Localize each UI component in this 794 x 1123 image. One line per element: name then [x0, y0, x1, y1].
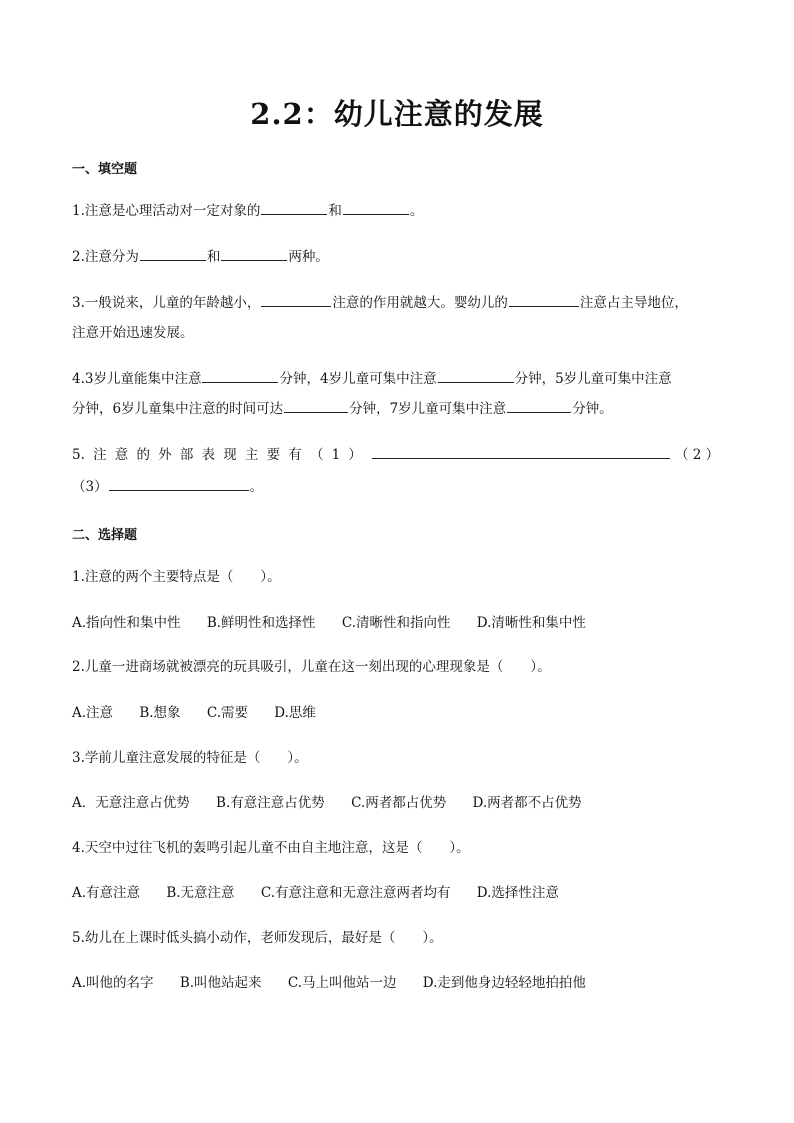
question-text: （3） [72, 479, 108, 495]
answer-blank[interactable] [284, 398, 348, 413]
question-text: 分钟。 [572, 401, 613, 417]
option-d[interactable]: D.思维 [274, 705, 316, 721]
answer-blank[interactable] [261, 200, 327, 215]
question-text: 。 [249, 479, 264, 495]
option-d[interactable]: D.两者都不占优势 [472, 795, 582, 811]
answer-blank[interactable] [261, 292, 331, 307]
question-text: 分钟，6岁儿童集中注意的时间可达 [72, 401, 284, 417]
answer-blank[interactable] [438, 368, 514, 383]
question-char: 要 [266, 447, 281, 463]
question-text: 注意占主导地位， [579, 295, 688, 311]
fill-question-5-line-2 [72, 472, 724, 502]
question-char: 意 [114, 447, 129, 463]
section-heading-fill-blank: 一、填空题 [72, 162, 138, 177]
question-char: 有 [288, 447, 302, 463]
question-text: 注意的作用就越大。婴幼儿的 [332, 295, 508, 311]
option-b[interactable]: B.想象 [139, 705, 181, 721]
option-a[interactable]: A．无意注意占优势 [72, 795, 190, 811]
option-c[interactable]: C.清晰性和指向性 [341, 615, 451, 631]
option-b[interactable]: B.鲜明性和选择性 [206, 615, 316, 631]
question-char: 现 [223, 447, 237, 463]
choice-question-2-stem: 2.儿童一进商场就被漂亮的玩具吸引，儿童在这一刻出现的心理现象是（ ）。 [72, 659, 551, 675]
question-text: 2.注意分为 [72, 249, 139, 265]
question-text: 注意开始迅速发展。 [72, 325, 194, 341]
choice-question-2-options [72, 698, 724, 728]
option-b[interactable]: B.无意注意 [166, 885, 235, 901]
question-char: （ [309, 447, 324, 463]
question-text: 1.注意是心理活动对一定对象的 [72, 203, 261, 219]
option-b[interactable]: B.叫他站起来 [179, 975, 262, 991]
question-5-spaced-text [72, 440, 362, 470]
option-d[interactable]: D.走到他身边轻轻地拍拍他 [422, 975, 586, 991]
question-char: 主 [244, 447, 259, 463]
fill-question-4-line-1 [72, 364, 724, 394]
question-text: 。 [409, 203, 424, 219]
fill-question-2 [72, 242, 724, 272]
question-char: 外 [158, 447, 172, 463]
fill-question-5-line-1 [72, 440, 724, 470]
answer-blank[interactable] [507, 398, 571, 413]
question-char: 部 [179, 447, 194, 463]
fill-question-3-line-1 [72, 288, 724, 318]
question-text: 和 [328, 203, 342, 219]
answer-blank[interactable] [221, 246, 287, 261]
question-char: 注 [93, 447, 107, 463]
option-d[interactable]: D.清晰性和集中性 [476, 615, 586, 631]
choice-question-1-stem: 1.注意的两个主要特点是（ ）。 [72, 569, 281, 585]
answer-blank[interactable] [109, 476, 249, 491]
answer-blank[interactable] [140, 246, 206, 261]
question-char: 表 [201, 447, 216, 463]
answer-blank[interactable] [372, 444, 670, 459]
section-heading-multiple-choice: 二、选择题 [72, 528, 138, 543]
question-char: 的 [136, 447, 150, 463]
choice-question-1-options [72, 608, 724, 638]
question-text: 分钟，7岁儿童可集中注意 [349, 401, 507, 417]
question-text: 分钟，4岁儿童可集中注意 [279, 371, 437, 387]
answer-blank[interactable] [509, 292, 579, 307]
option-a[interactable]: A.指向性和集中性 [72, 615, 181, 631]
question-text: （ 2 ） [675, 447, 720, 463]
choice-question-4-stem: 4.天空中过往飞机的轰鸣引起儿童不由自主地注意，这是（ ）。 [72, 840, 470, 856]
question-text: 3.一般说来，儿童的年龄越小， [72, 295, 261, 311]
choice-question-4-options [72, 878, 724, 908]
option-a[interactable]: A.注意 [72, 705, 114, 721]
fill-question-4-line-2 [72, 394, 724, 424]
page-title: 2.2：幼儿注意的发展 [250, 97, 544, 131]
question-text: 和 [206, 249, 221, 265]
option-c[interactable]: C.两者都占优势 [351, 795, 447, 811]
option-b[interactable]: B.有意注意占优势 [216, 795, 325, 811]
choice-question-3-stem: 3.学前儿童注意发展的特征是（ ）。 [72, 750, 308, 766]
choice-question-3-options [72, 788, 724, 818]
answer-blank[interactable] [343, 200, 409, 215]
fill-question-3-line-2 [72, 318, 724, 348]
question-text: 4.3岁儿童能集中注意 [72, 371, 202, 387]
option-a[interactable]: A.有意注意 [72, 885, 141, 901]
choice-question-5-stem: 5.幼儿在上课时低头搞小动作，老师发现后，最好是（ ）。 [72, 930, 443, 946]
option-d[interactable]: D.选择性注意 [476, 885, 559, 901]
question-char: 1 [331, 447, 341, 463]
question-text: 分钟，5岁儿童可集中注意 [514, 371, 672, 387]
question-char: 5. [72, 447, 85, 463]
question-char: ） [348, 447, 362, 463]
fill-question-1 [72, 196, 724, 226]
option-c[interactable]: C.需要 [206, 705, 248, 721]
answer-blank[interactable] [202, 368, 278, 383]
option-c[interactable]: C.马上叫他站一边 [287, 975, 397, 991]
choice-question-5-options [72, 968, 724, 998]
question-text: 两种。 [288, 249, 329, 265]
option-c[interactable]: C.有意注意和无意注意两者均有 [260, 885, 451, 901]
option-a[interactable]: A.叫他的名字 [72, 975, 154, 991]
